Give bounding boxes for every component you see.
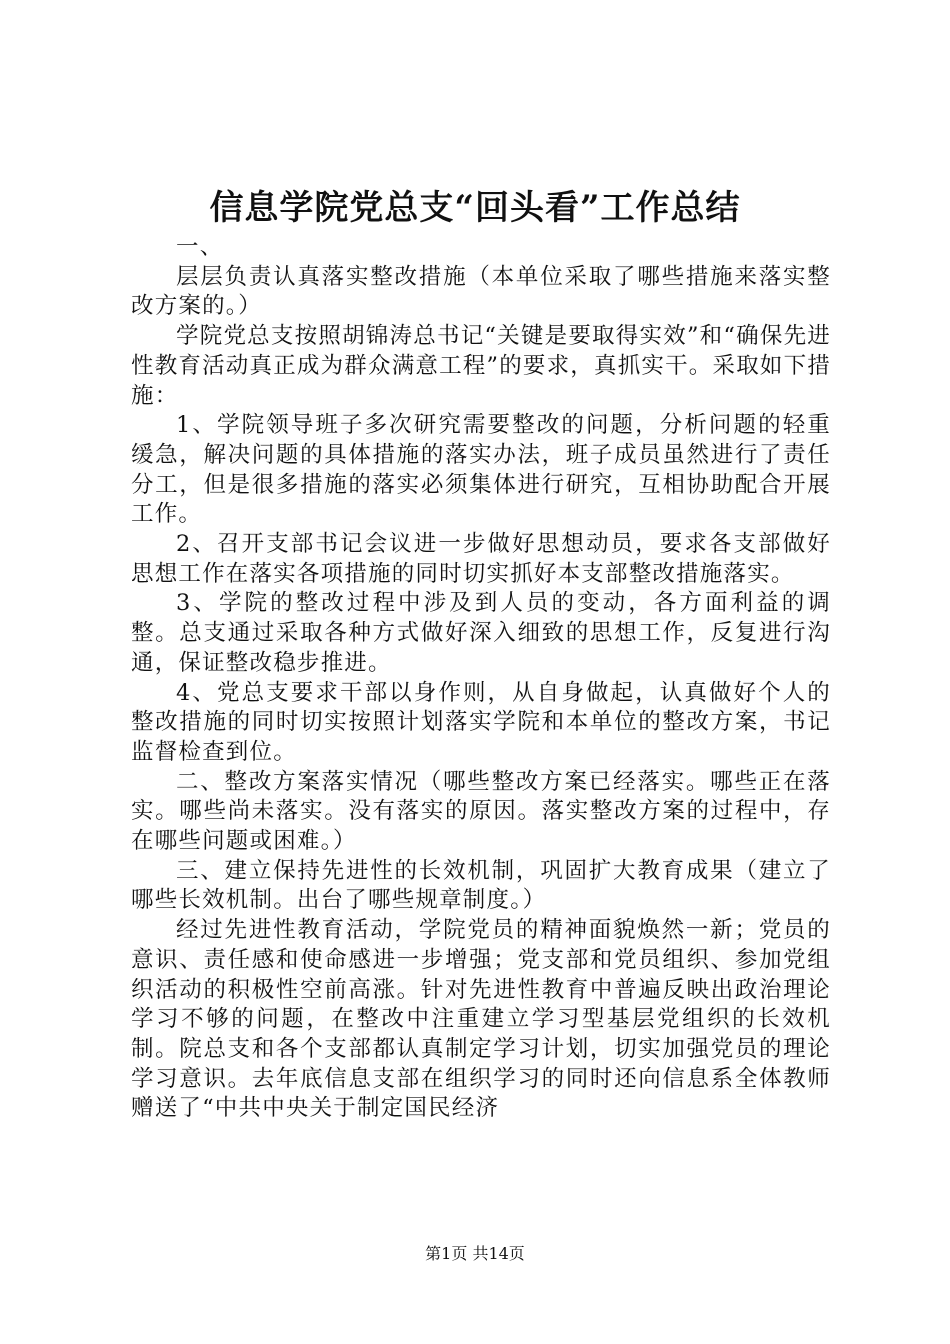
paragraph-item-1: 1、学院领导班子多次研究需要整改的问题，分析问题的轻重缓急，解决问题的具体措施的落实办法，班子成员虽然进行了责任分工，但是很多措施的落实必须集体进行研究，互相协助配合开展工作。	[131, 412, 831, 528]
paragraph-results: 经过先进性教育活动，学院党员的精神面貌焕然一新；党员的意识、责任感和使命感进一步增强；党支部和党员组织、参加党组织活动的积极性空前高涨。针对先进性教育中普遍反映出政治理论学习不够的问题，在整改中注重建立学习型基层党组织的长效机制。院总支和各个支部都认真制定学习计划，切实加强党员的理论学习意识。去年底信息支部在组织学习的同时还向信息系全体教师赠送了“中共中央关于制定国民经济	[131, 917, 831, 1122]
paragraph-measures-heading: 层层负责认真落实整改措施（本单位采取了哪些措施来落实整改方案的。）	[131, 263, 831, 320]
paragraph-item-4: 4、党总支要求干部以身作则，从自身做起，认真做好个人的整改措施的同时切实按照计划落实学院和本单位的整改方案，书记监督检查到位。	[131, 679, 831, 765]
paragraph-intro: 学院党总支按照胡锦涛总书记“关键是要取得实效”和“确保先进性教育活动真正成为群众满意工程”的要求，真抓实干。采取如下措施：	[131, 323, 832, 409]
paragraph-item-3: 3、学院的整改过程中涉及到人员的变动，各方面利益的调整。总支通过采取各种方式做好深入细致的思想工作，反复进行沟通，保证整改稳步推进。	[131, 590, 831, 676]
page-footer: 第1页 共14页	[425, 1244, 525, 1263]
paragraph-item-2: 2、召开支部书记会议进一步做好思想动员，要求各支部做好思想工作在落实各项措施的同时切实抓好本支部整改措施落实。	[131, 531, 831, 587]
document-title: 信息学院党总支“回头看”工作总结	[209, 188, 741, 228]
paragraph-section-two: 二、整改方案落实情况（哪些整改方案已经落实。哪些正在落实。哪些尚未落实。没有落实的原因。落实整改方案的过程中，存在哪些问题或困难。）	[131, 768, 831, 855]
document-body	[131, 233, 831, 1124]
paragraph-section-three: 三、建立保持先进性的长效机制，巩固扩大教育成果（建立了哪些长效机制。出台了哪些规章制度。）	[131, 857, 831, 914]
paragraph-section-one: 一、	[176, 234, 224, 260]
